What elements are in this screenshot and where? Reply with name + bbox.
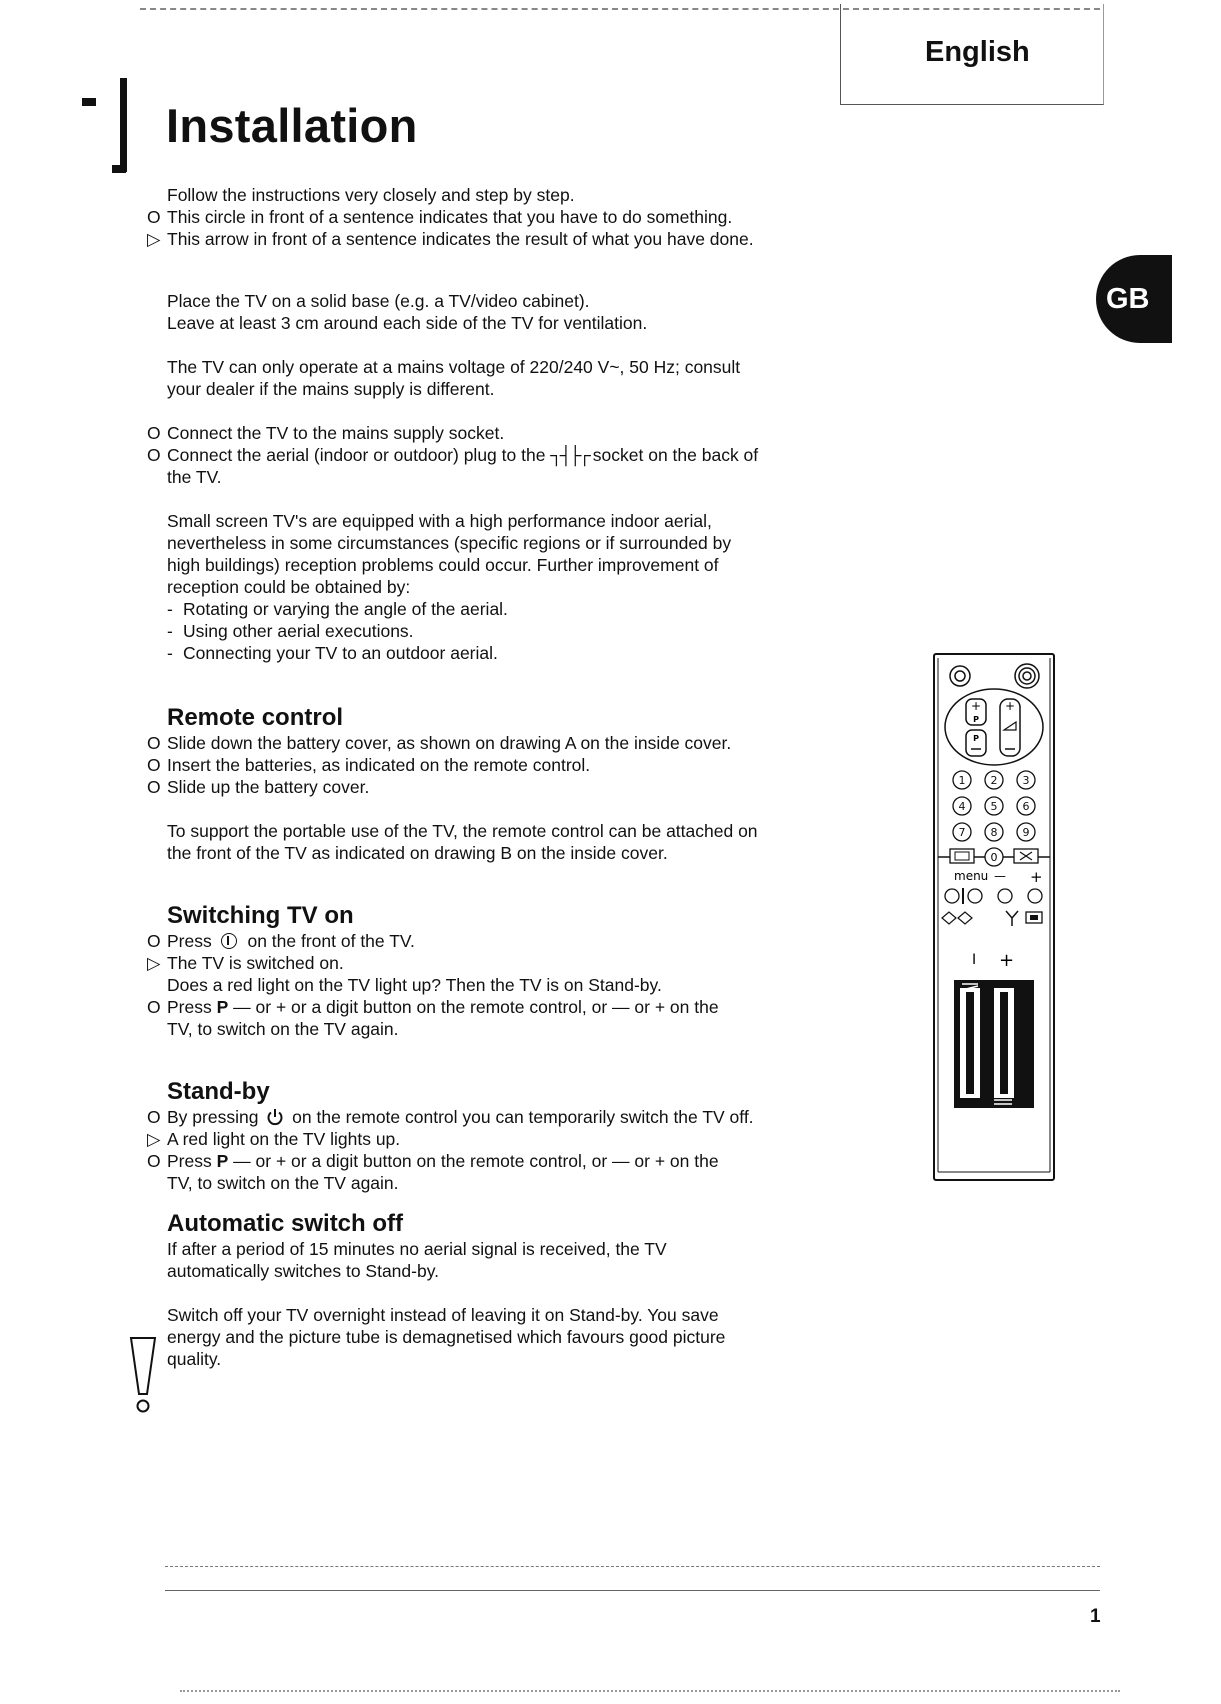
tip-line: quality. — [167, 1349, 222, 1369]
remote-step: O Slide up the battery cover. — [147, 777, 370, 797]
standby-heading: Stand-by — [167, 1078, 270, 1105]
switch-on-result-cont: Does a red light on the TV light up? Then the TV is on Stand-by. — [167, 975, 662, 995]
remote-control-drawing — [932, 652, 1056, 1184]
remote-note-line: the front of the TV as indicated on drawing B on the inside cover. — [167, 843, 668, 863]
digit-5-label: 5 — [990, 800, 998, 813]
aerial-note-line: nevertheless in some circumstances (specific regions or if surrounded by — [167, 533, 732, 553]
placement-line: Leave at least 3 cm around each side of the TV for ventilation. — [167, 313, 648, 333]
section-mark-foot — [112, 165, 126, 173]
digit-2-label: 2 — [990, 774, 998, 787]
power-button-icon — [221, 933, 237, 949]
intro-action-line: O This circle in front of a sentence indicates that you have to do something. — [147, 207, 733, 227]
standby-icon — [266, 1108, 284, 1126]
remote-step: O Insert the batteries, as indicated on the remote control. — [147, 755, 591, 775]
remote-step: O Slide down the battery cover, as shown on drawing A on the inside cover. — [147, 733, 732, 753]
remote-bottom-left-label: I — [972, 952, 977, 968]
remote-plus-label: + — [970, 699, 982, 713]
country-tab-label: GB — [1106, 283, 1150, 315]
voltage-line: The TV can only operate at a mains voltage of 220/240 V~, 50 Hz; consult — [167, 357, 741, 377]
bottom-rule — [165, 1590, 1100, 1591]
switch-on-step-cont: TV, to switch on the TV again. — [167, 1019, 399, 1039]
standby-step: O By pressing on the remote control you can temporarily switch the TV off. — [147, 1107, 754, 1127]
remote-standby-icon — [1015, 664, 1039, 688]
main-content — [147, 184, 847, 1370]
remote-plus-label: + — [1030, 868, 1043, 886]
digit-8-label: 8 — [990, 826, 998, 839]
language-label: English — [925, 36, 1030, 68]
auto-off-line: If after a period of 15 minutes no aerial signal is received, the TV — [167, 1239, 667, 1259]
remote-plus-label: + — [1004, 699, 1016, 713]
aerial-tip-item: - Connecting your TV to an outdoor aerial. — [167, 643, 498, 663]
digit-6-label: 6 — [1022, 800, 1030, 813]
tip-exclamation-icon — [128, 1336, 158, 1416]
aerial-tip-item: - Rotating or varying the angle of the aerial. — [167, 599, 508, 619]
connect-aerial-step: O Connect the aerial (indoor or outdoor) plug to the ┐┤├┌ socket on the back of — [147, 445, 759, 465]
placement-line: Place the TV on a solid base (e.g. a TV/video cabinet). — [167, 291, 590, 311]
digit-4-label: 4 — [958, 800, 966, 813]
connect-mains-step: O Connect the TV to the mains supply socket. — [147, 423, 505, 443]
tip-line: Switch off your TV overnight instead of leaving it on Stand-by. You save — [167, 1305, 719, 1325]
aerial-note-line: reception could be obtained by: — [167, 577, 411, 597]
remote-p-label: P — [973, 715, 979, 724]
switch-on-step: O Press P — or + or a digit button on the remote control, or — or + on the — [147, 997, 719, 1017]
section-mark-dash — [82, 98, 96, 106]
tip-line: energy and the picture tube is demagnetised which favours good picture — [167, 1327, 726, 1347]
standby-result: ▷ A red light on the TV lights up. — [147, 1129, 401, 1149]
digit-0-label: 0 — [990, 851, 998, 864]
remote-note-line: To support the portable use of the TV, the remote control can be attached on — [167, 821, 758, 841]
digit-1-label: 1 — [958, 774, 966, 787]
switch-on-result: ▷ The TV is switched on. — [147, 953, 344, 973]
aerial-socket-icon: ┐┤├┌ — [550, 445, 588, 465]
intro-result-line: ▷ This arrow in front of a sentence indicates the result of what you have done. — [147, 229, 754, 249]
page-number: 1 — [1090, 1606, 1101, 1627]
digit-3-label: 3 — [1022, 774, 1030, 787]
voltage-line: your dealer if the mains supply is different. — [167, 379, 495, 399]
intro-line: Follow the instructions very closely and step by step. — [167, 185, 575, 205]
remote-bottom-right-label: + — [999, 950, 1015, 971]
aerial-note-line: Small screen TV's are equipped with a high performance indoor aerial, — [167, 511, 712, 531]
aerial-tip-item: - Using other aerial executions. — [167, 621, 414, 641]
section-mark-bar — [120, 78, 127, 172]
page-title: Installation — [166, 99, 418, 152]
digit-9-label: 9 — [1022, 826, 1030, 839]
remote-minus-label: — — [994, 869, 1006, 883]
remote-menu-label: menu — [954, 869, 989, 883]
auto-off-line: automatically switches to Stand-by. — [167, 1261, 440, 1281]
bottom-scan-dots — [180, 1690, 1120, 1692]
remote-p-label: P — [973, 734, 979, 743]
aerial-note-line: high buildings) reception problems could occur. Further improvement of — [167, 555, 719, 575]
connect-aerial-step-cont: the TV. — [167, 467, 222, 487]
standby-step: O Press P — or + or a digit button on the remote control, or — or + on the — [147, 1151, 719, 1171]
remote-power-icon — [950, 666, 970, 686]
remote-control-heading: Remote control — [167, 704, 344, 731]
digit-7-label: 7 — [958, 826, 966, 839]
switch-on-step: O Press on the front of the TV. — [147, 931, 415, 951]
switching-on-heading: Switching TV on — [167, 902, 354, 929]
bottom-scan-line — [165, 1566, 1100, 1567]
standby-step-cont: TV, to switch on the TV again. — [167, 1173, 399, 1193]
auto-off-heading: Automatic switch off — [167, 1210, 404, 1237]
